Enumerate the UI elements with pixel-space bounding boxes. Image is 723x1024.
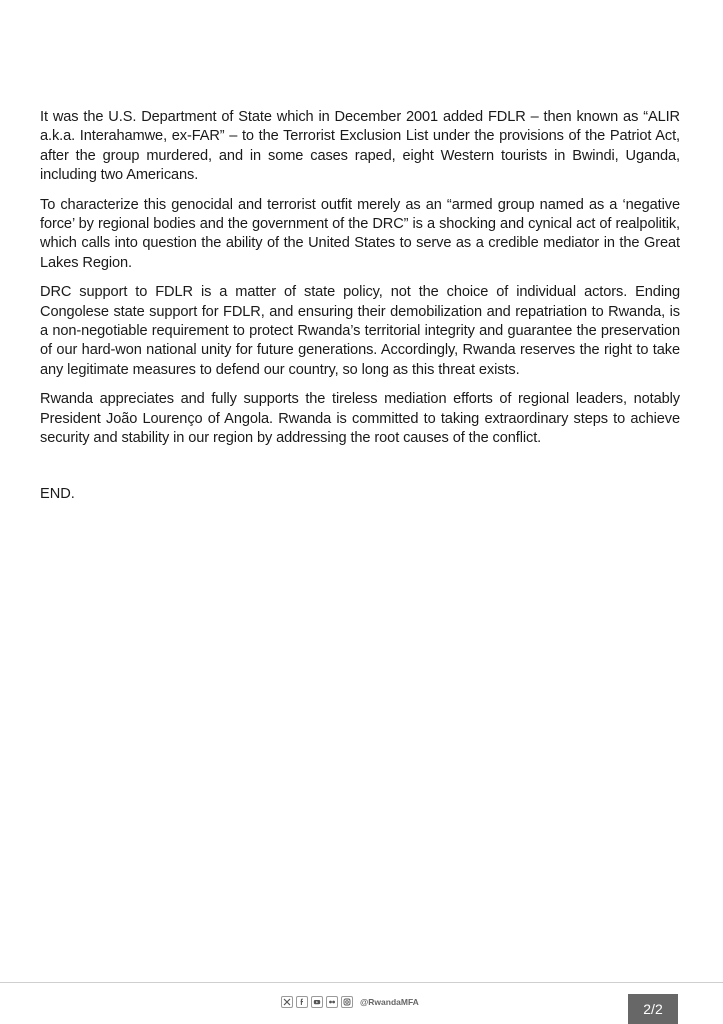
footer-divider <box>0 982 723 983</box>
paragraph-4: Rwanda appreciates and fully supports the tireless mediation efforts of regional leaders, notably President João Lourenço of Angola. Rwanda is committed to taking extraordinary steps to achieve security and stability in our region by addressing the root causes of the conflict. <box>40 391 680 447</box>
youtube-icon[interactable] <box>311 996 323 1008</box>
document-body <box>40 108 680 504</box>
page-number-badge: 2/2 <box>628 994 678 1024</box>
paragraph-2: To characterize this genocidal and terrorist outfit merely as an “armed group named as a ‘negative force’ by regional bodies and the government of the DRC” is a shocking and cynical act of realpolitik, which calls into question the ability of the United States to serve as a credible mediator in the Great Lakes Region. <box>40 196 680 271</box>
x-icon[interactable] <box>281 996 293 1008</box>
instagram-icon[interactable] <box>341 996 353 1008</box>
end-marker: END. <box>40 485 75 502</box>
flickr-icon[interactable] <box>326 996 338 1008</box>
paragraph-1: It was the U.S. Department of State which in December 2001 added FDLR – then known as “ALIR a.k.a. Interahamwe, ex-FAR” – to the Terrorist Exclusion List under the provisions of the Patriot Act, after the group murdered, and in some cases raped, eight Western tourists in Bwindi, Uganda, including two Americans. <box>40 109 680 184</box>
facebook-icon[interactable] <box>296 996 308 1008</box>
social-handle[interactable]: @RwandaMFA <box>360 997 419 1007</box>
footer-social-links <box>281 994 419 1010</box>
paragraph-3: DRC support to FDLR is a matter of state policy, not the choice of individual actors. Ending Congolese state support for FDLR, and ensuring their demobilization and repatriation to Rwanda, is a non-negotiable requirement to protect Rwanda’s territorial integrity and guarantee the preservation of our hard-won national unity for future generations. Accordingly, Rwanda reserves the right to take any legitimate measures to defend our country, so long as this threat exists. <box>40 284 680 378</box>
